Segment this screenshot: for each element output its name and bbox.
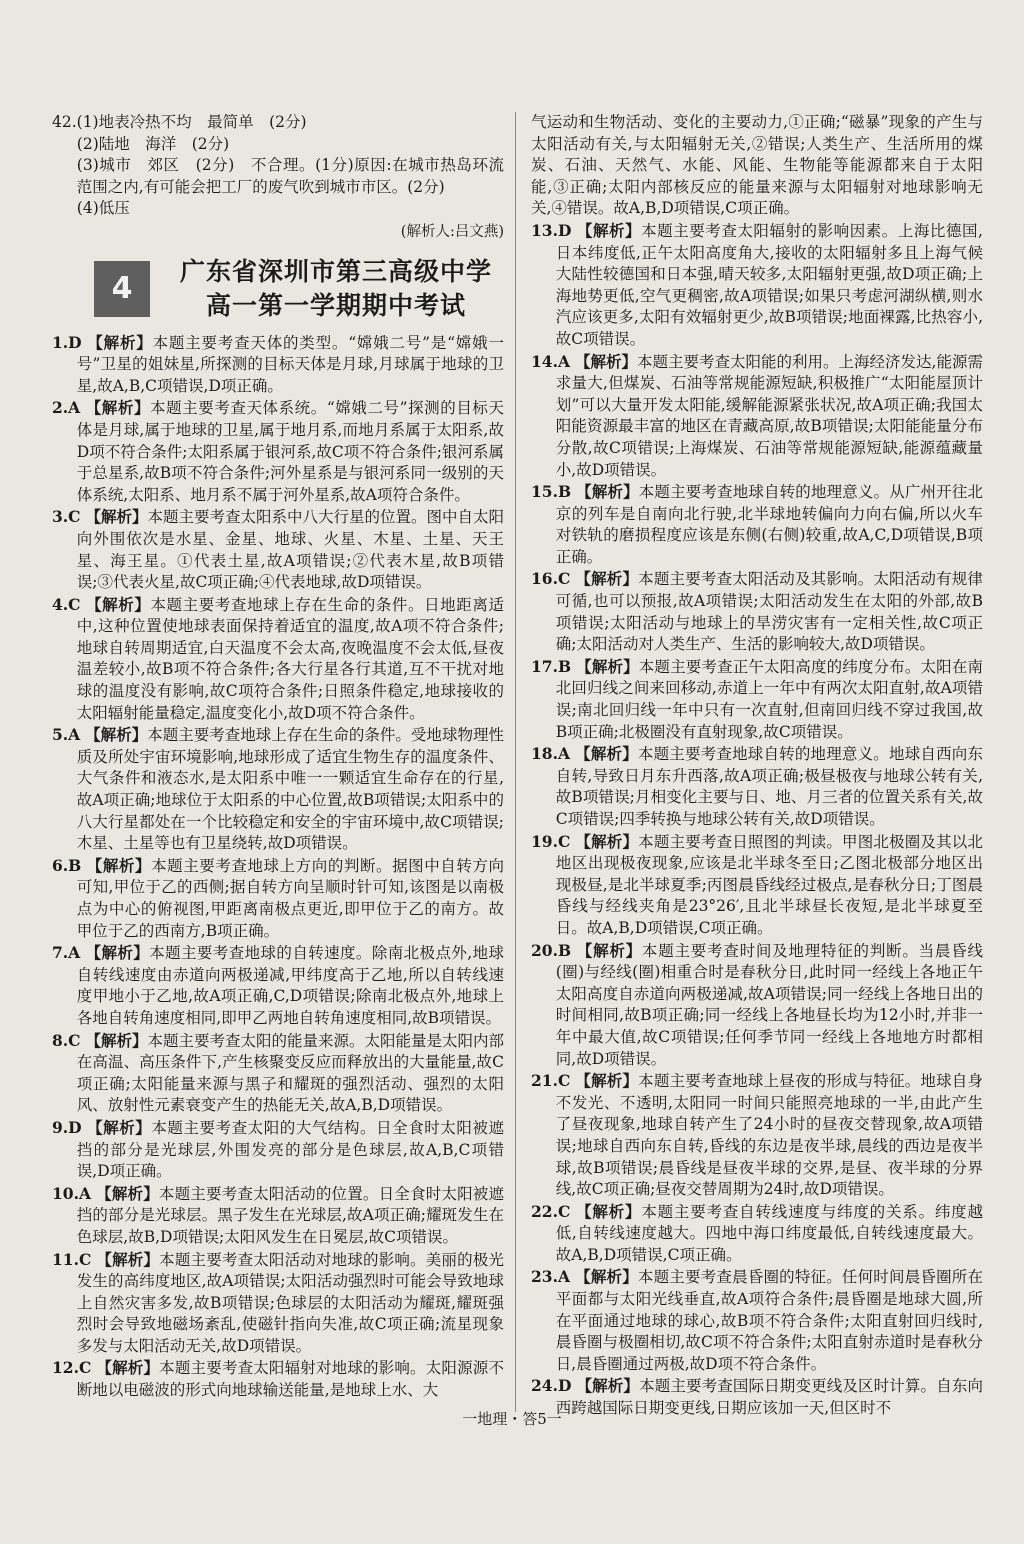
analysis-tag: 【解析】 [85, 398, 151, 418]
answer-text: 本题主要考查地球自转的地理意义。地球自西向东自转,导致日月东升西落,故A项正确;极昼极夜与地球公转有关,故B项错误;月相变化主要与日、地、月三者的位置关系有关,故C项错误;四季转换与地球公转有关,故D项错误。 [555, 745, 983, 828]
answer-text: 本题主要考查国际日期变更线及区时计算。自东向西跨越国际日期变更线,日期应该加一天,但区时不 [555, 1377, 983, 1418]
answer-item [531, 940, 983, 1071]
analysis-tag: 【解析】 [575, 744, 638, 764]
analysis-tag: 【解析】 [575, 1071, 639, 1091]
answer-number: 10.A [52, 1183, 91, 1203]
answer-number: 20.B [531, 940, 572, 960]
answer-text: 本题主要考查自转线速度与纬度的关系。纬度越低,自转线速度越大。四地中海口纬度最低,自转线速度最大。故A,B,D项错误,C项正确。 [555, 1202, 983, 1264]
analysis-tag: 【解析】 [575, 1267, 638, 1287]
section-number-badge: 4 [94, 261, 150, 317]
answer-text: 本题主要考查天体系统。“嫦娥二号”探测的目标天体是月球,属于地球的卫星,属于地月系,而地月系属于太阳系,故D项不符合条件;太阳系属于银河系,故C项不符合条件;银河系属于总星系,故B项不符合条件;河外星系是与银河系同一级别的天体系统,太阳系、地月系不属于河外星系,故A项符合条件。 [76, 399, 504, 504]
answer-item [52, 942, 504, 1029]
answer-item [52, 724, 504, 855]
answer-text: 本题主要考查晨昏圈的特征。任何时间晨昏圈所在平面都与太阳光线垂直,故A项符合条件;晨昏圈是地球大圆,所在平面通过地球的球心,故B项不符合条件;太阳直射回归线时,晨昏圈与极圈相切,故C项不符合条件;太阳直射赤道时是春秋分日,晨昏圈通过两极,故D项不符合条件。 [555, 1268, 983, 1373]
analysis-tag: 【解析】 [96, 1249, 160, 1269]
answer-number: 13.D [531, 220, 572, 240]
left-column [52, 112, 504, 1402]
left-answer-list [52, 332, 504, 1402]
analysis-tag: 【解析】 [576, 482, 639, 502]
answer-number: 5.A [52, 725, 81, 745]
answer-number: 6.B [52, 855, 82, 875]
q42-part1: 42.(1)地表冷热不均 最简单 (2分) [52, 113, 307, 131]
analysis-tag: 【解析】 [85, 943, 150, 963]
answer-number: 2.A [52, 398, 81, 418]
exam-title: 高一第一学期期中考试 [205, 290, 466, 320]
answer-text: 本题主要考查时间及地理特征的判断。当晨昏线(圈)与经线(圈)相重合时是春秋分日,此时同一经线上各地正午太阳高度自赤道向两极递减,故A项错误;同一经线上各地日出的时间相同,故B项正确;同一经线上各地昼长均为12小时,并非一年中最大值,故C项错误;任何季节同一经线上各地地方时都相同,故D项错误。 [555, 941, 983, 1068]
answer-text: 本题主要考查天体的类型。“嫦娥二号”是“嫦娥一号”卫星的姐妹星,所探测的目标天体是月球,月球属于地球的卫星,故A,B,C项错误,D项正确。 [76, 333, 504, 395]
answer-item [531, 656, 983, 743]
section-header [52, 248, 504, 330]
answer-text: 本题主要考查地球的自转速度。除南北极点外,地球自转线速度由赤道向两极递减,甲纬度高于乙地,所以自转线速度甲地小于乙地,故A项正确,C,D项错误;除南北极点外,地球上各地自转角速度相同,即甲乙两地自转角速度相同,故B项错误。 [76, 944, 504, 1027]
answer-text: 本题主要考查地球上方向的判断。据图中自转方向可知,甲位于乙的西侧;据自转方向呈顺时针可知,该图是以南极点为中心的俯视图,甲距离南极点更近,即甲位于乙的南方。故甲位于乙的西南方,B项正确。 [76, 856, 504, 940]
answer-text: 本题主要考查地球上存在生命的条件。受地球物理性质及所处宇宙环境影响,地球形成了适宜生物生存的温度条件、大气条件和液态水,是太阳系中唯一一颗适宜生命存在的行星,故A项正确;地球位于太阳系的中心位置,故B项错误;太阳系中的八大行星都处在一个比较稳定和安全的宇宙环境中,故C项错误;木星、土星等也有卫星绕转,故D项错误。 [76, 726, 504, 853]
answer-item [531, 481, 983, 568]
analyst-signature: (解析人:吕文燕) [400, 223, 504, 240]
answer-item [52, 1249, 504, 1358]
analysis-tag: 【解析】 [96, 1358, 160, 1378]
school-title: 广东省深圳市第三高级中学 [179, 256, 492, 286]
answer-text: 本题主要考查太阳活动及其影响。太阳活动有规律可循,也可以预报,故A项错误;太阳活动发生在太阳的外部,故B项错误;太阳活动与地球上的旱涝灾害有一定相关性,故C项正确;太阳活动对人类生产、生活的影响较大,故D项错误。 [555, 570, 983, 654]
analysis-tag: 【解析】 [575, 569, 639, 589]
answer-item [52, 332, 504, 398]
answer-number: 19.C [531, 831, 571, 851]
answer-item [531, 1266, 983, 1375]
analysis-tag: 【解析】 [85, 725, 148, 745]
analysis-tag: 【解析】 [576, 1201, 642, 1221]
answer-number: 16.C [531, 569, 571, 589]
analysis-tag: 【解析】 [575, 831, 639, 851]
analysis-tag: 【解析】 [85, 1030, 148, 1050]
answer-text: 本题主要考查太阳系中八大行星的位置。图中自太阳向外围依次是水星、金星、地球、火星、木星、土星、天王星、海王星。①代表土星,故A项错误;②代表木星,故B项错误;③代表火星,故C项正确;④代表地球,故D项错误。 [76, 508, 504, 592]
answer-text: 本题主要考查太阳活动对地球的影响。美丽的极光发生的高纬度地区,故A项错误;太阳活动强烈时可能会导致地球上自然灾害多发,故B项错误;色球层的太阳活动为耀斑,耀斑强烈时会导致地磁场紊乱,使磁针指向失准,故C项正确;流星现象多发与太阳活动无关,故D项错误。 [76, 1250, 504, 1355]
analysis-tag: 【解析】 [96, 1183, 159, 1203]
q42-part4: (4)低压 [76, 199, 130, 218]
answer-text: 本题主要考查太阳的能量来源。太阳能量是太阳内部在高温、高压条件下,产生核聚变反应而释放出的大量能量,故C项正确;太阳能量来源与黑子和耀斑的强烈活动、强烈的太阳风、放射性元素衰变产生的热能无关,故A,B,D项错误。 [76, 1031, 504, 1115]
analysis-tag: 【解析】 [576, 940, 642, 960]
answer-text: 本题主要考查日照图的判读。甲图北极圈及其以北地区出现极夜现象,应该是北半球冬至日;乙图北极部分地区出现极昼,是北半球夏季;丙图晨昏线经过极点,是春秋分日;丁图晨昏线与经线夹角是23°26′,且北半球昼长夜短,是北半球夏至日。故A,B,D项错误,C项正确。 [555, 832, 983, 937]
answer-item [52, 855, 504, 942]
answer-number: 24.D [531, 1376, 572, 1396]
answer-number: 1.D [52, 332, 82, 352]
answer-item [52, 1183, 504, 1249]
answer-number: 17.B [531, 656, 572, 676]
q42-part3: (3)城市 郊区 (2分) 不合理。(1分)原因:在城市热岛环流范围之内,有可能会把工厂的废气吹到城市市区。(2分) [76, 156, 504, 196]
answer-item [531, 831, 983, 940]
answer-text: 本题主要考查太阳辐射的影响因素。上海比德国,日本纬度低,正午太阳高度角大,接收的太阳辐射多且上海气候大陆性较德国和日本强,晴天较多,太阳辐射更强,故D项正确;上海地势更低,空气更稠密,故A项错误;如果只考虑河湖纵横,则水汽应该更多,太阳有效辐射更少,故B项错误;地面裸露,比热容小,故C项错误。 [555, 221, 983, 348]
answer-number: 3.C [52, 507, 81, 527]
answer-item [531, 351, 983, 482]
answer-item [531, 1201, 983, 1267]
answer-text: 本题主要考查正午太阳高度的纬度分布。太阳在南北回归线之间来回移动,赤道上一年中有两次太阳直射,故A项错误;南北回归线一年中只有一次直射,但南回归线不穿过我国,故B项正确;北极圈没有直射现象,故C项错误。 [555, 657, 984, 741]
answer-number: 4.C [52, 594, 81, 614]
analysis-tag: 【解析】 [576, 656, 639, 676]
analysis-tag: 【解析】 [85, 507, 148, 527]
answer-item [52, 397, 504, 506]
answer-number: 22.C [531, 1201, 571, 1221]
section-titles [168, 255, 504, 323]
answer-number: 8.C [52, 1030, 81, 1050]
answer-item [531, 220, 983, 351]
page-footer: 一地理・答5一 [462, 1410, 562, 1428]
right-column [531, 112, 983, 1420]
answer-item [52, 1117, 504, 1183]
answer-item [531, 743, 983, 830]
answer-number: 15.B [531, 482, 572, 502]
answer-text: 本题主要考查地球上昼夜的形成与特征。地球自身不发光、不透明,太阳同一时间只能照亮地球的一半,由此产生了昼夜现象,地球自转产生了24小时的昼夜交替现象,故A项错误;地球自西向东自转,昏线的东边是夜半球,晨线的西边是夜半球,故B项错误;晨昏线是昼夜半球的交界,是昼、夜半球的分界线,故C项正确;昼夜交替周期为24时,故D项错误。 [555, 1072, 983, 1199]
answer-number: 7.A [52, 943, 81, 963]
column-divider [515, 112, 516, 1412]
right-answer-list [531, 220, 983, 1420]
answer-text: 本题主要考查太阳辐射对地球的影响。太阳源源不断地以电磁波的形式向地球输送能量,是地球上水、大 [76, 1359, 504, 1400]
q12-continuation: 气运动和生物活动、变化的主要动力,①正确;“磁暴”现象的产生与太阳活动有关,与太阳辐射无关,②错误;人类生产、生活所用的煤炭、石油、天然气、水能、风能、生物能等能源都来自于太阳能,③正确;太阳内部核反应的能量来源与太阳辐射对地球影响无关,④错误。故A,B,D项错误,C项正确。 [531, 113, 983, 218]
answer-number: 23.A [531, 1267, 570, 1287]
analysis-tag: 【解析】 [576, 1376, 640, 1396]
analysis-tag: 【解析】 [86, 594, 151, 614]
analysis-tag: 【解析】 [87, 1117, 152, 1137]
answer-item [52, 1030, 504, 1117]
answer-item [52, 506, 504, 593]
answer-item [52, 594, 504, 725]
analysis-tag: 【解析】 [86, 855, 152, 875]
answer-text: 本题主要考查太阳活动的位置。日全食时太阳被遮挡的部分是光球层。黑子发生在光球层,故A项正确;耀斑发生在色球层,故B,D项错误;太阳风发生在日冕层,故C项错误。 [76, 1184, 504, 1246]
answer-number: 12.C [52, 1358, 92, 1378]
answer-number: 9.D [52, 1117, 82, 1137]
answer-item [531, 1070, 983, 1201]
analysis-tag: 【解析】 [576, 220, 642, 240]
q42-part2: (2)陆地 海洋 (2分) [76, 134, 230, 153]
answer-item [531, 568, 983, 655]
answer-number: 18.A [531, 744, 570, 764]
answer-text: 本题主要考查地球自转的地理意义。从广州开往北京的列车是自南向北行驶,北半球地转偏向力向右偏,所以火车对铁轨的磨损程度应该是东侧(右侧)较重,故A,C,D项错误,B项正确。 [555, 483, 983, 566]
answer-text: 本题主要考查太阳的大气结构。日全食时太阳被遮挡的部分是光球层,外围发亮的部分是色球层,故A,B,C项错误,D项正确。 [76, 1118, 504, 1181]
answer-text: 本题主要考查地球上存在生命的条件。日地距离适中,这种位置使地球表面保持着适宜的温度,故A项不符合条件;地球自转周期适宜,白天温度不会太高,夜晚温度不会太低,昼夜温差较小,故B项不符合条件;各大行星各行其道,互不干扰对地球的温度没有影响,故C项符合条件;日照条件稳定,地球接收的太阳辐射能量稳定,温度变化小,故D项不符合条件。 [76, 595, 504, 722]
answer-number: 21.C [531, 1071, 571, 1091]
answer-item [52, 1357, 504, 1401]
analysis-tag: 【解析】 [574, 351, 637, 371]
answer-number: 11.C [52, 1249, 92, 1269]
analysis-tag: 【解析】 [87, 332, 153, 352]
answer-number: 14.A [531, 351, 570, 371]
answer-text: 本题主要考查太阳能的利用。上海经济发达,能源需求量大,但煤炭、石油等常规能源短缺,积极推广“太阳能屋顶计划”可以大量开发太阳能,缓解能源紧张状况,故A项正确;我国太阳能资源最丰富的地区在青藏高原,故B项错误;太阳能能量分布分散,故C项错误;上海煤炭、石油等常规能源短缺,能源蕴藏量小,故D项错误。 [555, 352, 983, 479]
